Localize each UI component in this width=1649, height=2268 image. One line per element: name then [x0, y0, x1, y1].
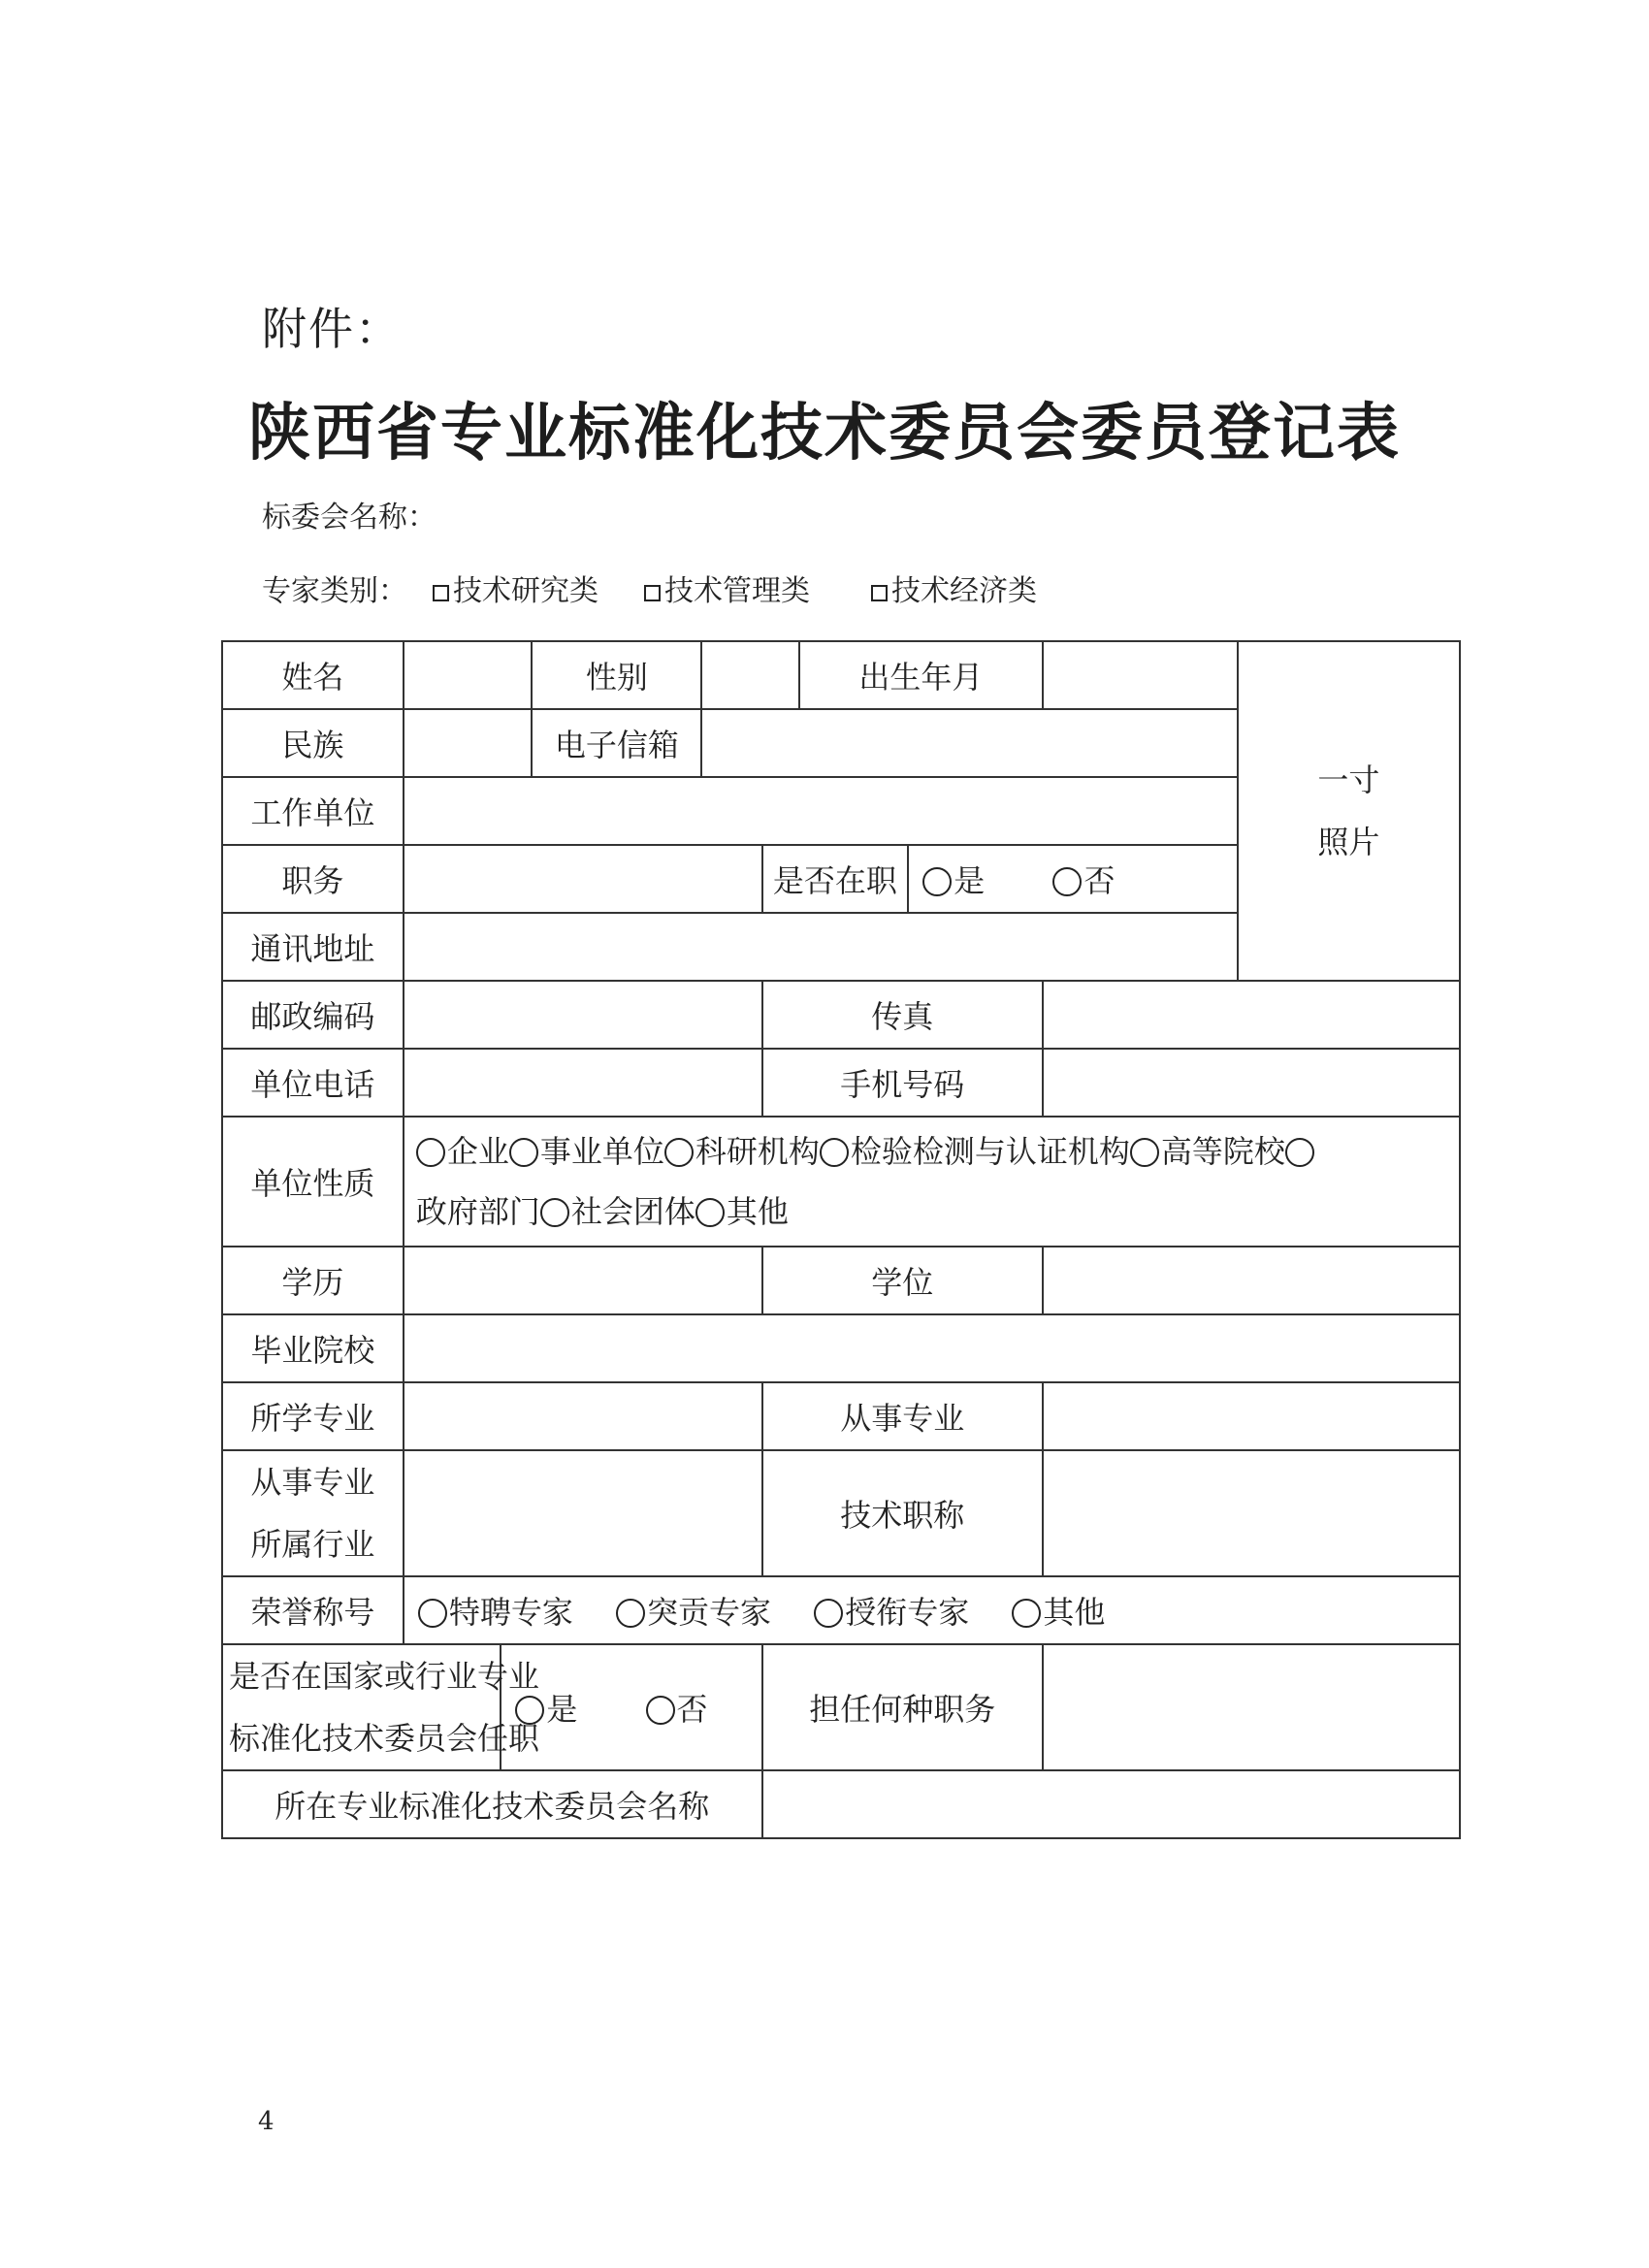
radio-employed-no[interactable]: 否 [1052, 862, 1115, 899]
field-education[interactable] [404, 1247, 762, 1314]
radio-circle-icon[interactable] [646, 1696, 675, 1725]
field-degree[interactable] [1043, 1247, 1460, 1314]
radio-circle-icon[interactable] [1285, 1138, 1314, 1167]
radio-national-no[interactable]: 否 [646, 1691, 708, 1728]
label-postcode: 邮政编码 [222, 981, 404, 1049]
category-option-economic[interactable]: 技术经济类 [871, 567, 1037, 609]
field-major[interactable] [404, 1382, 762, 1450]
radio-circle-icon[interactable] [416, 1138, 445, 1167]
label-school: 毕业院校 [222, 1314, 404, 1382]
label-employer: 工作单位 [222, 777, 404, 845]
checkbox-icon[interactable] [433, 585, 449, 601]
category-option-management[interactable]: 技术管理类 [644, 567, 810, 609]
page-title: 陕西省专业标准化技术委员会委员登记表 [248, 397, 1401, 470]
label-email: 电子信箱 [532, 709, 701, 777]
field-industry[interactable] [404, 1450, 762, 1576]
field-position[interactable] [404, 845, 762, 913]
radio-org-research[interactable]: 科研机构 [664, 1133, 820, 1170]
expert-category-label: 专家类别： [262, 574, 407, 608]
field-tech-title[interactable] [1043, 1450, 1460, 1576]
radio-org-enterprise[interactable]: 企业 [416, 1133, 509, 1170]
label-gender: 性别 [532, 641, 701, 709]
radio-circle-icon[interactable] [509, 1138, 538, 1167]
radio-circle-icon[interactable] [664, 1138, 694, 1167]
national-options [501, 1644, 761, 1770]
field-committee-name[interactable] [762, 1770, 1460, 1838]
label-major: 所学专业 [222, 1382, 404, 1450]
label-committee-name: 所在专业标准化技术委员会名称 [222, 1770, 762, 1838]
radio-honor-outstanding[interactable]: 突贡专家 [616, 1594, 771, 1631]
field-gender[interactable] [701, 641, 798, 709]
field-ethnicity[interactable] [404, 709, 533, 777]
label-address: 通讯地址 [222, 913, 404, 981]
field-work-phone[interactable] [404, 1049, 762, 1117]
field-fax[interactable] [1043, 981, 1460, 1049]
radio-org-government[interactable] [1285, 1133, 1316, 1170]
field-employer[interactable] [404, 777, 1238, 845]
page-number: 4 [258, 2107, 275, 2136]
field-address[interactable] [404, 913, 1238, 981]
radio-honor-other[interactable]: 其他 [1012, 1594, 1105, 1631]
label-degree: 学位 [762, 1247, 1043, 1314]
radio-circle-icon[interactable] [1130, 1138, 1159, 1167]
label-work-phone: 单位电话 [222, 1049, 404, 1117]
radio-circle-icon[interactable] [515, 1696, 544, 1725]
label-org-government: 政府部门 [415, 1193, 540, 1230]
label-fax: 传真 [762, 981, 1043, 1049]
radio-circle-icon[interactable] [922, 867, 952, 896]
radio-circle-icon[interactable] [616, 1599, 645, 1628]
radio-circle-icon[interactable] [1012, 1599, 1041, 1628]
radio-org-social-group[interactable]: 社会团体 [540, 1193, 695, 1230]
label-birth: 出生年月 [799, 641, 1043, 709]
field-name[interactable] [404, 641, 533, 709]
photo-box[interactable]: 一寸 照片 [1238, 641, 1460, 981]
label-role: 担任何种职务 [762, 1644, 1043, 1770]
field-postcode[interactable] [404, 981, 762, 1049]
label-tech-title: 技术职称 [762, 1450, 1043, 1576]
label-profession: 从事专业 [762, 1382, 1043, 1450]
org-nature-options [404, 1117, 1460, 1247]
radio-honor-titled[interactable]: 授衔专家 [814, 1594, 969, 1631]
radio-national-yes[interactable]: 是 [515, 1691, 577, 1728]
label-org-nature: 单位性质 [222, 1117, 404, 1247]
label-employed: 是否在职 [762, 845, 909, 913]
field-school[interactable] [404, 1314, 1460, 1382]
radio-circle-icon[interactable] [820, 1138, 849, 1167]
radio-employed-yes[interactable]: 是 [922, 862, 985, 899]
radio-honor-special[interactable]: 特聘专家 [418, 1594, 573, 1631]
label-education: 学历 [222, 1247, 404, 1314]
field-role[interactable] [1043, 1644, 1460, 1770]
label-mobile: 手机号码 [762, 1049, 1043, 1117]
radio-circle-icon[interactable] [1052, 867, 1082, 896]
registration-form-table [221, 640, 1461, 1839]
radio-circle-icon[interactable] [814, 1599, 843, 1628]
employed-options [908, 845, 1238, 913]
radio-org-testing[interactable]: 检验检测与认证机构 [820, 1133, 1130, 1170]
checkbox-icon[interactable] [871, 585, 888, 601]
radio-org-public-institution[interactable]: 事业单位 [509, 1133, 664, 1170]
radio-org-university[interactable]: 高等院校 [1130, 1133, 1285, 1170]
field-email[interactable] [701, 709, 1238, 777]
radio-org-other[interactable]: 其他 [695, 1193, 789, 1230]
attachment-label: 附件： [262, 303, 402, 355]
label-ethnicity: 民族 [222, 709, 404, 777]
label-national-committee: 是否在国家或行业专业 标准化技术委员会任职 [222, 1644, 501, 1770]
label-position: 职务 [222, 845, 404, 913]
label-industry: 从事专业 所属行业 [222, 1450, 404, 1576]
radio-circle-icon[interactable] [540, 1198, 569, 1227]
label-honor: 荣誉称号 [222, 1576, 404, 1644]
checkbox-icon[interactable] [644, 585, 661, 601]
field-birth[interactable] [1043, 641, 1238, 709]
radio-circle-icon[interactable] [695, 1198, 725, 1227]
committee-name-label: 标委会名称： [262, 501, 436, 535]
honor-options [404, 1576, 1460, 1644]
label-name: 姓名 [222, 641, 404, 709]
radio-circle-icon[interactable] [418, 1599, 447, 1628]
category-option-research[interactable]: 技术研究类 [433, 567, 598, 609]
field-profession[interactable] [1043, 1382, 1460, 1450]
field-mobile[interactable] [1043, 1049, 1460, 1117]
